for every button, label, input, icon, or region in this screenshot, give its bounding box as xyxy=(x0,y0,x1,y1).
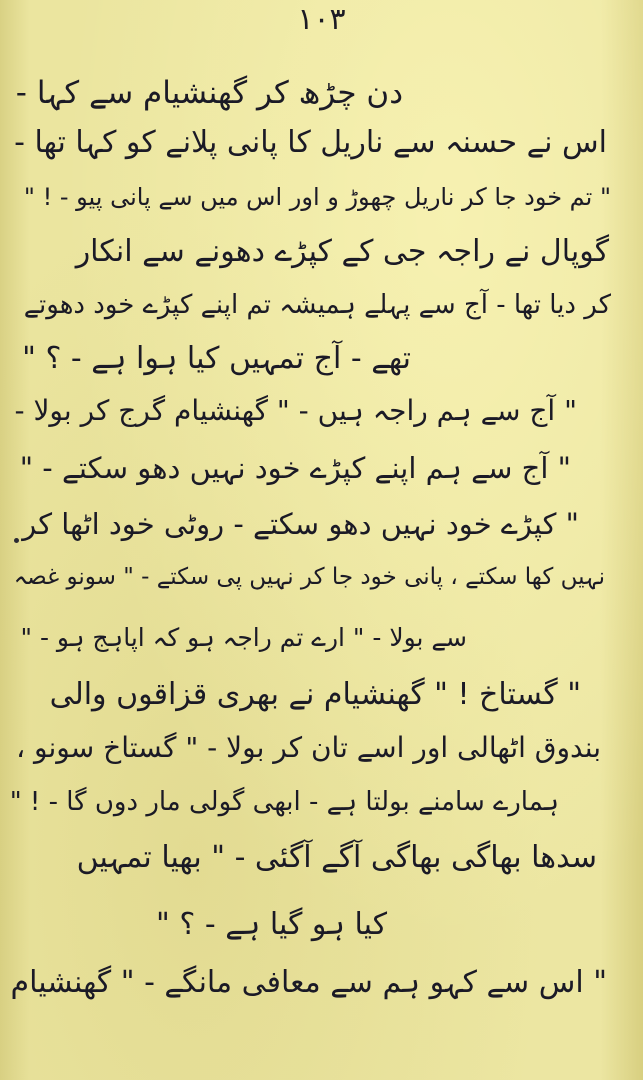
page-number: ۱۰۳ xyxy=(297,2,346,37)
text-line: " گستاخ ! " گھنشیام نے بھری قزاقوں والی xyxy=(49,677,581,712)
text-line: سدھا بھاگی بھاگی آگے آگئی - " بھیا تمہیں xyxy=(76,840,597,875)
text-line: کر دیا تھا - آج سے پہلے ہمیشہ تم اپنے کپڑے خود دھوتے xyxy=(23,290,611,320)
text-line: نہیں کھا سکتے ، پانی خود جا کر نہیں پی سکتے - " سونو غصہ xyxy=(13,564,605,590)
text-line: " تم خود جا کر ناریل چھوڑ و اور اس میں سے پانی پیو - ! " xyxy=(23,183,611,211)
text-line: گوپال نے راجہ جی کے کپڑے دھونے سے انکار xyxy=(75,234,609,269)
text-line: سے بولا - " ارے تم راجہ ہو کہ اپاہج ہو - " xyxy=(20,623,467,652)
text-line: ہمارے سامنے بولتا ہے - ابھی گولی مار دوں گا - ! " xyxy=(9,787,559,817)
text-line: دن چڑھ کر گھنشیام سے کہا - xyxy=(15,75,403,111)
margin-mark xyxy=(14,538,19,543)
text-line: اس نے حسنہ سے ناریل کا پانی پلانے کو کہا تھا - xyxy=(14,125,607,160)
text-line: بندوق اٹھالی اور اسے تان کر بولا - " گستاخ سونو ، xyxy=(16,731,601,764)
text-line: کیا ہو گیا ہے - ؟ " xyxy=(156,907,387,942)
text-line: " اس سے کہو ہم سے معافی مانگے - " گھنشیام xyxy=(10,965,607,1000)
text-line: تھے - آج تمہیں کیا ہوا ہے - ؟ " xyxy=(22,341,411,376)
text-line: " آج سے ہم راجہ ہیں - " گھنشیام گرج کر بولا - xyxy=(14,394,577,427)
text-line: " آج سے ہم اپنے کپڑے خود نہیں دھو سکتے - " xyxy=(19,451,571,485)
text-line: " کپڑے خود نہیں دھو سکتے - روٹی خود اٹھا کر xyxy=(22,507,579,541)
